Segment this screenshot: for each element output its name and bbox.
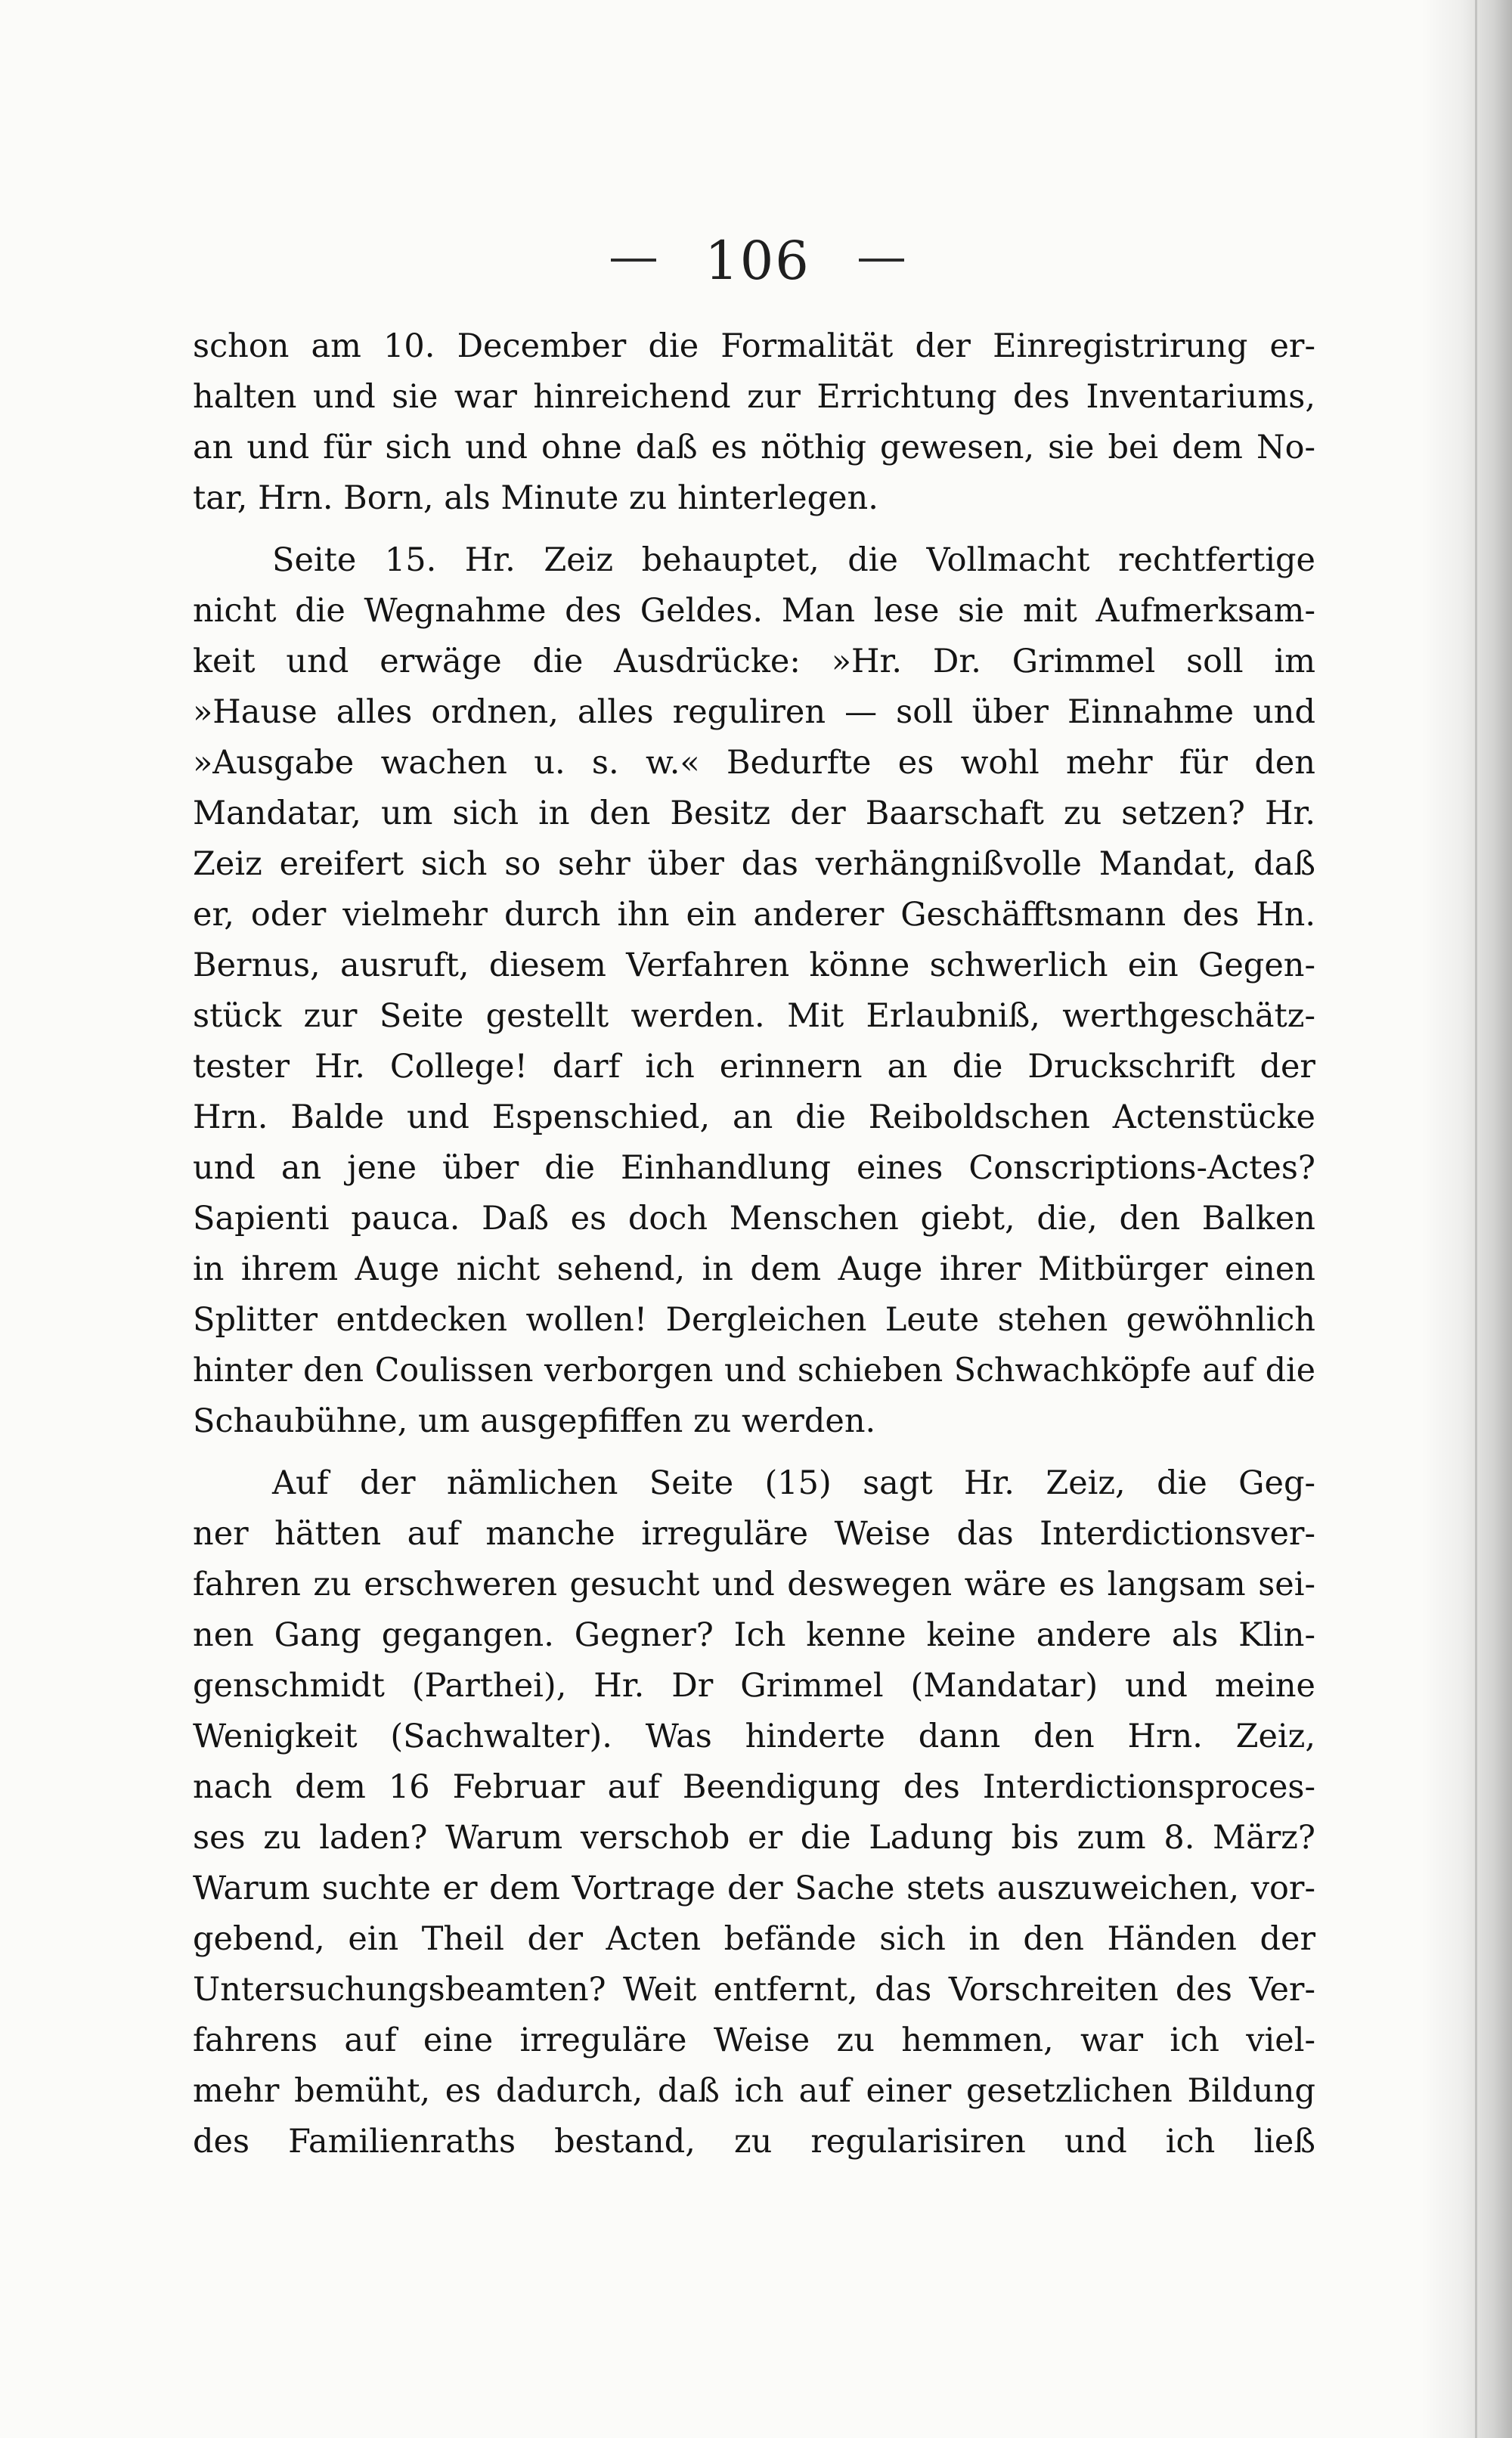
text-line: nach dem 16 Februar auf Beendigung des Interdictionsproces- — [193, 1768, 1315, 1806]
text-line: genschmidt (Parthei), Hr. Dr Grimmel (Mandatar) und meine — [193, 1667, 1315, 1705]
text-line: ner hätten auf manche irreguläre Weise das Interdictionsver- — [193, 1515, 1315, 1553]
text-line: tar, Hrn. Born, als Minute zu hinterlegen. — [193, 479, 878, 517]
text-line: Hrn. Balde und Espenschied, an die Reiboldschen Actenstücke — [193, 1098, 1315, 1136]
text-line: Sapienti pauca. Daß es doch Menschen giebt, die, den Balken — [193, 1200, 1315, 1238]
text-line: Untersuchungsbeamten? Weit entfernt, das Vorschreiten des Ver- — [193, 1971, 1315, 2009]
paragraph-gap — [193, 1447, 1315, 1458]
text-line: Mandatar, um sich in den Besitz der Baarschaft zu setzen? Hr. — [193, 795, 1315, 832]
text-line: Splitter entdecken wollen! Dergleichen Leute stehen gewöhnlich — [193, 1301, 1315, 1339]
text-line: er, oder vielmehr durch ihn ein anderer Geschäfftsmann des Hn. — [193, 896, 1315, 934]
binding-shadow — [1421, 0, 1512, 2438]
text-line: und an jene über die Einhandlung eines Conscriptions-Actes? — [193, 1149, 1315, 1187]
text-line: fahren zu erschweren gesucht und deswegen wäre es langsam sei- — [193, 1566, 1315, 1603]
text-line: halten und sie war hinreichend zur Errichtung des Inventariums, — [193, 378, 1315, 416]
text-line: an und für sich und ohne daß es nöthig gewesen, sie bei dem No- — [193, 429, 1315, 466]
text-line: nicht die Wegnahme des Geldes. Man lese sie mit Aufmerksam- — [193, 592, 1315, 630]
text-line: gebend, ein Theil der Acten befände sich in den Händen der — [193, 1920, 1315, 1958]
text-line: »Hause alles ordnen, alles reguliren — soll über Einnahme und — [193, 693, 1315, 731]
page-header — [0, 227, 1512, 295]
text-line: Wenigkeit (Sachwalter). Was hinderte dann den Hrn. Zeiz, — [193, 1718, 1315, 1755]
text-line: hinter den Coulissen verborgen und schieben Schwachköpfe auf die — [193, 1352, 1315, 1389]
text-line: Warum suchte er dem Vortrage der Sache stets auszuweichen, vor- — [193, 1870, 1315, 1907]
text-line: schon am 10. December die Formalität der Einregistrirung er- — [193, 327, 1315, 365]
binding-edge — [1475, 0, 1477, 2438]
body-text — [193, 321, 1315, 2167]
text-line: Bernus, ausruft, diesem Verfahren könne schwerlich ein Gegen- — [193, 946, 1315, 984]
text-line: des Familienraths bestand, zu regularisiren und ich ließ — [193, 2123, 1315, 2161]
header-dash-right — [859, 259, 904, 262]
header-dash-left — [611, 259, 656, 262]
text-line: »Ausgabe wachen u. s. w.« Bedurfte es wohl mehr für den — [193, 744, 1315, 782]
text-line: Seite 15. Hr. Zeiz behauptet, die Vollmacht rechtfertige — [272, 541, 1315, 579]
text-line: keit und erwäge die Ausdrücke: »Hr. Dr. Grimmel soll im — [193, 643, 1315, 680]
text-line: fahrens auf eine irreguläre Weise zu hemmen, war ich viel- — [193, 2021, 1315, 2059]
text-line: Zeiz ereifert sich so sehr über das verhängnißvolle Mandat, daß — [193, 845, 1315, 883]
page-number: 106 — [705, 230, 810, 292]
paragraph-gap — [193, 524, 1315, 535]
text-line: Auf der nämlichen Seite (15) sagt Hr. Zeiz, die Geg- — [272, 1464, 1315, 1502]
text-line: Schaubühne, um ausgepfiffen zu werden. — [193, 1402, 876, 1440]
text-line: mehr bemüht, es dadurch, daß ich auf einer gesetzlichen Bildung — [193, 2072, 1315, 2110]
text-line: ses zu laden? Warum verschob er die Ladung bis zum 8. März? — [193, 1819, 1315, 1857]
text-line: stück zur Seite gestellt werden. Mit Erlaubniß, werthgeschätz- — [193, 997, 1315, 1035]
text-line: in ihrem Auge nicht sehend, in dem Auge ihrer Mitbürger einen — [193, 1250, 1315, 1288]
text-line: nen Gang gegangen. Gegner? Ich kenne keine andere als Klin- — [193, 1616, 1315, 1654]
text-line: tester Hr. College! darf ich erinnern an die Druckschrift der — [193, 1048, 1315, 1086]
